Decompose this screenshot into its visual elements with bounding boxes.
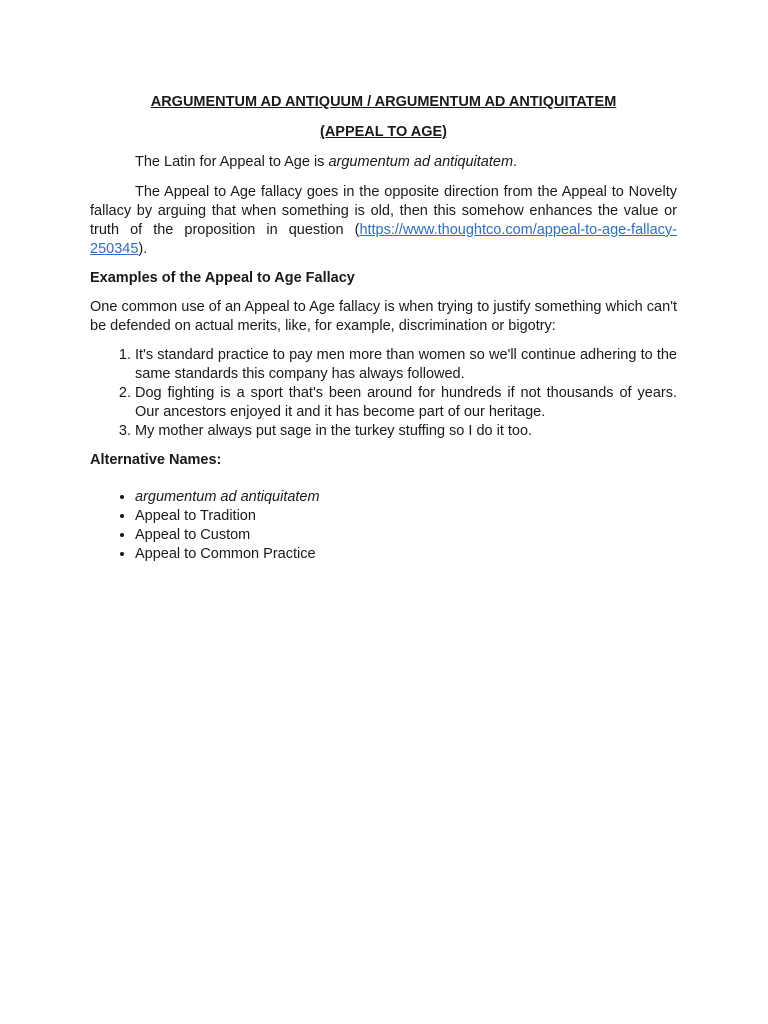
alternative-names-list xyxy=(90,488,677,564)
list-item: • Appeal to Tradition xyxy=(135,507,677,526)
list-item: 1. It's standard practice to pay men more than women so we'll continue adhering to the same standards this company has always followed. xyxy=(135,346,677,384)
examples-heading: Examples of the Appeal to Age Fallacy xyxy=(90,270,355,286)
examples-intro-paragraph: One common use of an Appeal to Age fallacy is when trying to justify something which can't be defended on actual merits, like, for example, discrimination or bigotry: xyxy=(90,299,677,334)
description-paragraph xyxy=(90,183,677,259)
list-item: • Appeal to Common Practice xyxy=(135,545,677,564)
latin-paragraph-suffix: . xyxy=(513,154,518,170)
document-subtitle: (APPEAL TO AGE) xyxy=(319,124,448,140)
document-page xyxy=(90,93,677,564)
description-text: The Appeal to Age fallacy goes in the opposite direction from the Appeal to Novelty fallacy by arguing that when something is old, then this somehow enhances the value or truth of the proposition in question ( xyxy=(90,184,677,238)
source-link[interactable]: https://www.thoughtco.com/appeal-to-age-fallacy-250345 xyxy=(90,222,677,257)
list-item: 2. Dog fighting is a sport that's been around for hundreds if not thousands of years. Our ancestors enjoyed it and it has become part of our heritage. xyxy=(135,384,677,422)
list-item xyxy=(135,488,677,507)
latin-term: argumentum ad antiquitatem xyxy=(328,154,514,170)
latin-paragraph-prefix: The Latin for Appeal to Age is xyxy=(135,154,329,170)
list-item: 3. My mother always put sage in the turkey stuffing so I do it too. xyxy=(135,422,677,441)
list-item: • Appeal to Custom xyxy=(135,526,677,545)
alt-name-latin: argumentum ad antiquitatem xyxy=(135,489,320,505)
latin-paragraph xyxy=(90,153,677,172)
alternative-names-heading: Alternative Names: xyxy=(90,452,222,468)
description-suffix: ). xyxy=(138,241,148,257)
examples-list xyxy=(90,346,677,441)
document-title: ARGUMENTUM AD ANTIQUUM / ARGUMENTUM AD ANTIQUITATEM xyxy=(150,94,617,110)
